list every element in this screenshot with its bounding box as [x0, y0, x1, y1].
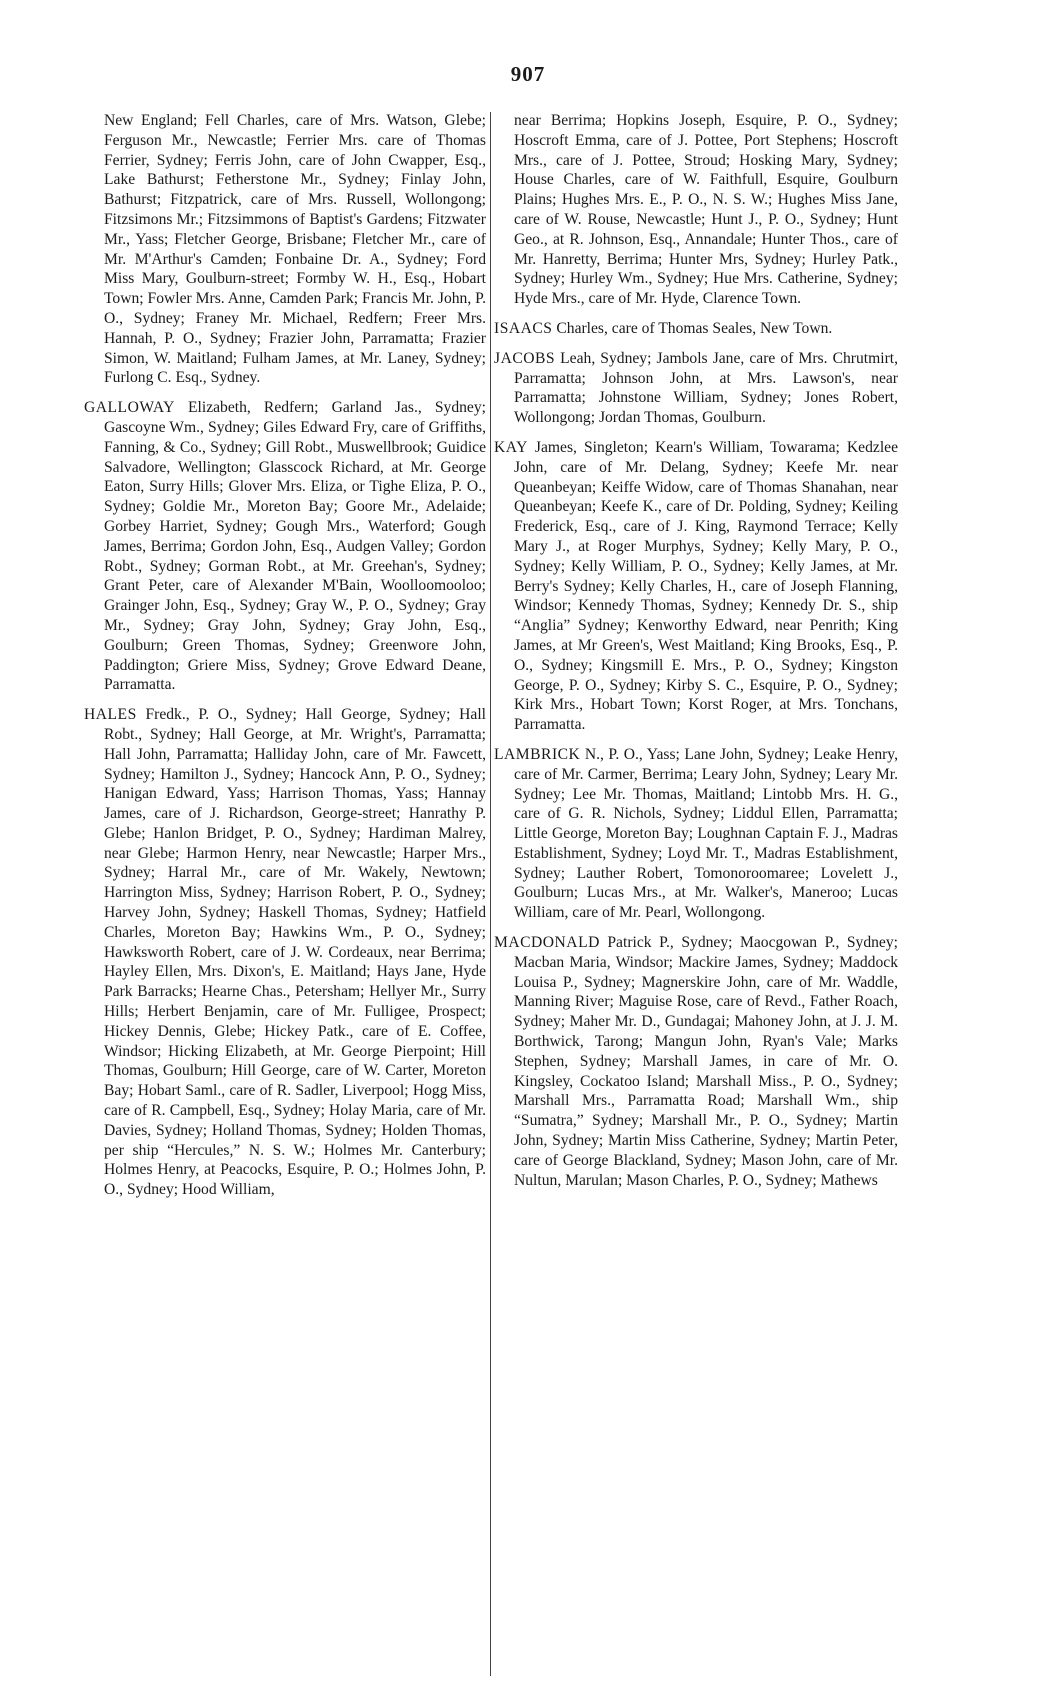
- entry-heading: KAY: [494, 438, 528, 456]
- letter-entry-h: [84, 705, 486, 1200]
- letter-entry-h-continued: [494, 111, 898, 309]
- page-number: 907: [510, 62, 546, 86]
- entry-text: Patrick P., Sydney; Maocgowan P., Sydney; Macban Maria, Windsor; Mackire James, Sydney; Maddock Louisa P., Sydney; Magnerskire John, care of Mr. Waddle, Manning River; Maguise Rose, care of Revd., Father Roach, Sydney; Maher Mr. D., Gundagai; Mahoney John, at J. J. M. Borthwick, Tarong; Mangun John, Ryan's Vale; Marks Stephen, Sydney; Marshall James, in care of Mr. O. Kingsley, Cockatoo Island; Marshall Miss., P. O., Sydney; Marshall Mrs., Parramatta Road; Marshall Wm., ship “Sumatra,” Sydney; Marshall Mr., P. O., Sydney; Martin John, Sydney; Martin Miss Catherine, Sydney; Martin Peter, care of George Blackland, Sydney; Mason John, care of Mr. Nultun, Marulan; Mason Charles, P. O., Sydney; Mathews: [514, 934, 898, 1189]
- right-column: [494, 111, 898, 1200]
- letter-entry-f-continued: [84, 111, 486, 388]
- left-column: [84, 111, 486, 1210]
- letter-entry-g: [84, 398, 486, 695]
- entry-text: Fredk., P. O., Sydney; Hall George, Sydney; Hall Robt., Sydney; Hall George, at Mr. Wright's, Parramatta; Hall John, Parramatta; Halliday John, care of Mr. Fawcett, Sydney; Hamilton J., Sydney; Hancock Ann, P. O., Sydney; Hanigan Edward, Yass; Harrison Thomas, Yass; Hannay James, care of J. Richardson, George-street; Hanrathy P. Glebe; Hanlon Bridget, P. O., Sydney; Hardiman Malrey, near Glebe; Harmon Henry, near Newcastle; Harper Mrs., Sydney; Harral Mr., care of Mr. Wakely, Newtown; Harrington Miss, Sydney; Harrison Robert, P. O., Sydney; Harvey John, Sydney; Haskell Thomas, Sydney; Hatfield Charles, Moreton Bay; Hawkins Wm., P. O., Sydney; Hawksworth Robert, care of J. W. Cordeaux, near Berrima; Hayley Ellen, Mrs. Dixon's, E. Maitland; Hays Jane, Hyde Park Barracks; Hearne Chas., Petersham; Hellyer Mr., Surry Hills; Herbert Benjamin, care of Mr. Fulligee, Prospect; Hickey Dennis, Glebe; Hickey Patk., care of E. Coffee, Windsor; Hicking Elizabeth, at Mr. George Pierpoint; Hill Thomas, Goulburn; Hill George, care of W. Carter, Moreton Bay; Hobart Saml., care of R. Sadler, Liverpool; Hogg Miss, care of R. Campbell, Esq., Sydney; Holay Maria, care of Mr. Davies, Sydney; Holland Thomas, Sydney; Holden Thomas, per ship “Hercules,” N. S. W.; Holmes Mr. Canterbury; Holmes Henry, at Peacocks, Esquire, P. O.; Holmes John, P. O., Sydney; Hood William,: [104, 706, 486, 1199]
- entry-heading: GALLOWAY: [84, 399, 175, 417]
- entry-text: Leah, Sydney; Jambols Jane, care of Mrs. Chrutmirt, Parramatta; Johnson John, at Mrs. Lawson's, near Parramatta; Johnstone William, Sydney; Jones Robert, Wollongong; Jordan Thomas, Goulburn.: [514, 349, 898, 427]
- column-divider: [490, 112, 491, 1676]
- entry-text: Elizabeth, Redfern; Garland Jas., Sydney; Gascoyne Wm., Sydney; Giles Edward Fry, care of Griffiths, Fanning, & Co., Sydney; Gill Robt., Muswellbrook; Guidice Salvadore, Wellington; Glasscock Richard, at Mr. George Eaton, Surry Hills; Glover Mrs. Eliza, or Tighe Eliza, P. O., Sydney; Goldie Mr., Moreton Bay; Goore Mr., Adelaide; Gorbey Harriet, Sydney; Gough Mrs., Waterford; Gough James, Berrima; Gordon John, Esq., Audgen Valley; Gordon Robt., Sydney; Gorman Robt., at Mr. Greehan's, Sydney; Grant Peter, care of Alexander M'Bain, Woolloomooloo; Grainger John, Esq., Sydney; Gray W., P. O., Sydney; Gray Mr., Sydney; Gray John, Sydney; Gray John, Esq., Goulburn; Green Thomas, Sydney; Greenwore John, Paddington; Griere Miss, Sydney; Grove Edward Deane, Parramatta.: [104, 399, 486, 694]
- letter-entry-m: [494, 933, 898, 1190]
- entry-text: Charles, care of Thomas Seales, New Town.: [552, 319, 833, 337]
- entry-heading: LAMBRICK: [494, 745, 581, 763]
- entry-heading: MACDONALD: [494, 934, 600, 952]
- entry-heading: JACOBS: [494, 349, 556, 367]
- entry-text: near Berrima; Hopkins Joseph, Esquire, P. O., Sydney; Hoscroft Emma, care of J. Pottee, Port Stephens; Hoscroft Mrs., care of J. Pottee, Stroud; Hosking Mary, Sydney; House Charles, care of W. Faithfull, Esquire, Goulburn Plains; Hughes Mrs. E., P. O., N. S. W.; Hughes Miss Jane, care of W. Rouse, Newcastle; Hunt J., P. O., Sydney; Hunt Geo., at R. Johnson, Esq., Annandale; Hunter Thos., care of Mr. Hanretty, Berrima; Hunter Mrs, Sydney; Hurley Patk., Sydney; Hurley Wm., Sydney; Hue Mrs. Catherine, Sydney; Hyde Mrs., care of Mr. Hyde, Clarence Town.: [514, 112, 898, 308]
- letter-entry-i: [494, 319, 898, 339]
- entry-heading: HALES: [84, 706, 137, 724]
- letter-entry-l: [494, 745, 898, 923]
- entry-text: New England; Fell Charles, care of Mrs. Watson, Glebe; Ferguson Mr., Newcastle; Ferrier Mrs. care of Thomas Ferrier, Sydney; Ferris John, care of John Cwapper, Esq., Lake Bathurst; Fetherstone Mr., Sydney; Finlay John, Bathurst; Fitzpatrick, care of Mrs. Russell, Wollongong; Fitzsimons Mr.; Fitzsimmons of Baptist's Gardens; Fitzwater Mr., Yass; Fletcher George, Brisbane; Fletcher Mr., care of Mr. M'Arthur's Camden; Fonbaine Dr. A., Sydney; Ford Miss Mary, Goulburn-street; Formby W. H., Esq., Hobart Town; Fowler Mrs. Anne, Camden Park; Francis Mr. John, P. O., Sydney; Franey Mr. Michael, Redfern; Freer Mrs. Hannah, P. O., Sydney; Frazier John, Parramatta; Frazier Simon, W. Maitland; Fulham James, at Mr. Laney, Sydney; Furlong C. Esq., Sydney.: [104, 112, 486, 387]
- entry-text: N., P. O., Yass; Lane John, Sydney; Leake Henry, care of Mr. Carmer, Berrima; Leary John, Sydney; Leary Mr. Sydney; Lee Mr. Thomas, Maitland; Lintobb Mrs. H. G., care of G. R. Nichols, Sydney; Liddul Ellen, Parramatta; Little George, Moreton Bay; Loughnan Captain F. J., Madras Establishment, Sydney; Loyd Mr. T., Madras Establishment, Sydney; Lauther Robert, Tomonoroomaree; Lovelett J., Goulburn; Lucas Mrs., at Mr. Walker's, Maneroo; Lucas William, care of Mr. Pearl, Wollongong.: [514, 745, 898, 922]
- entry-text: James, Singleton; Kearn's William, Towarama; Kedzlee John, care of Mr. Delang, Sydney; Keefe Mr. near Queanbeyan; Keiffe Widow, care of Thomas Shanahan, near Queanbeyan; Keefe K., care of Dr. Polding, Sydney; Keiling Frederick, Esq., care of J. King, Raymond Terrace; Kelly Mary J., at Roger Murphys, Sydney; Kelly Mary, P. O., Sydney; Kelly William, P. O., Sydney; Kelly James, at Mr. Berry's Sydney; Kelly Charles, H., care of Joseph Flanning, Windsor; Kennedy Thomas, Sydney; Kennedy Dr. S., ship “Anglia” Sydney; Kenworthy Edward, near Penrith; King James, at Mr Green's, West Maitland; King Brooks, Esq., P. O., Sydney; Kingsmill E. Mrs., P. O., Sydney; Kingston George, P. O., Sydney; Kirby S. C., Esquire, P. O., Sydney; Kirk Mrs., Hobart Town; Korst Roger, at Mrs. Tonchans, Parramatta.: [514, 438, 898, 734]
- letter-entry-k: [494, 438, 898, 735]
- entry-heading: ISAACS: [494, 319, 553, 337]
- letter-entry-j: [494, 349, 898, 428]
